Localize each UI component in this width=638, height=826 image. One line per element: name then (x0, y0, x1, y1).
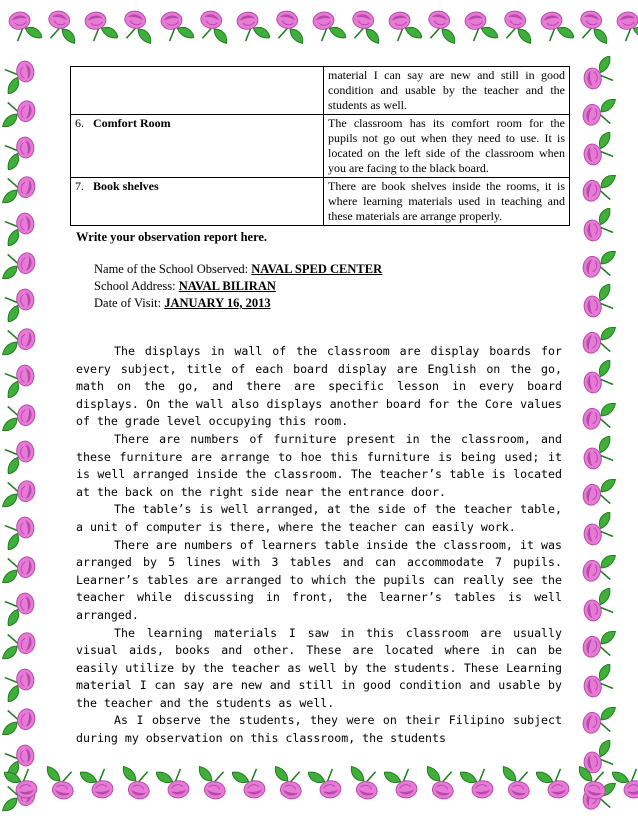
rose-icon (2, 702, 40, 740)
border-flower (2, 436, 60, 474)
border-flower (460, 6, 498, 58)
rose-icon (578, 132, 616, 170)
border-flower (2, 94, 60, 132)
table-row (71, 115, 570, 178)
border-flower (578, 132, 636, 170)
table-row (71, 178, 570, 226)
report-paragraph: The table’s is well arranged, at the side of the teacher table, a unit of computer is there, where the teacher can easily work. (76, 502, 562, 534)
school-name-label: Name of the School Observed: (94, 262, 252, 276)
border-flower (194, 6, 232, 58)
border-flower (2, 702, 60, 740)
border-flower (2, 284, 60, 322)
rose-icon (308, 766, 346, 804)
border-flower (270, 6, 308, 58)
rose-icon (2, 512, 40, 550)
rose-icon (578, 208, 616, 246)
border-flower (232, 766, 270, 818)
floral-border-top (0, 6, 638, 58)
rose-icon (422, 766, 460, 804)
rose-icon (270, 766, 308, 804)
rose-icon (384, 6, 422, 44)
rose-icon (2, 398, 40, 436)
rose-icon (422, 6, 460, 44)
rose-icon (536, 766, 574, 804)
border-flower (578, 588, 636, 626)
border-flower (498, 6, 536, 58)
school-address-line (94, 279, 276, 294)
border-flower (536, 766, 574, 818)
border-flower (460, 766, 498, 818)
observation-table-container (70, 66, 570, 226)
border-flower (270, 766, 308, 818)
border-flower (578, 664, 636, 702)
border-flower (578, 56, 636, 94)
border-flower (4, 766, 42, 818)
border-flower (308, 766, 346, 818)
visit-date-value: JANUARY 16, 2013 (164, 296, 271, 310)
rose-icon (80, 6, 118, 44)
table-cell-item (71, 67, 324, 115)
rose-icon (2, 588, 40, 626)
border-flower (384, 6, 422, 58)
border-flower (2, 360, 60, 398)
rose-icon (2, 436, 40, 474)
rose-icon (2, 170, 40, 208)
rose-icon (156, 6, 194, 44)
rose-icon (2, 284, 40, 322)
border-flower (574, 6, 612, 58)
border-flower (578, 170, 636, 208)
table-row (71, 67, 570, 115)
rose-icon (156, 766, 194, 804)
report-paragraph: As I observe the students, they were on their Filipino subject during my observation on this classroom, the students (76, 713, 562, 746)
rose-icon (578, 398, 616, 436)
rose-icon (4, 6, 42, 44)
border-flower (118, 766, 156, 818)
floral-border-left (2, 56, 60, 766)
rose-icon (574, 766, 612, 804)
rose-icon (2, 208, 40, 246)
table-cell-item (71, 115, 324, 178)
rose-icon (42, 766, 80, 804)
border-flower (2, 170, 60, 208)
rose-icon (2, 664, 40, 702)
rose-icon (578, 664, 616, 702)
border-flower (2, 512, 60, 550)
border-flower (578, 360, 636, 398)
rose-icon (2, 322, 40, 360)
border-flower (346, 766, 384, 818)
floral-border-bottom (0, 766, 638, 818)
rose-icon (232, 6, 270, 44)
border-flower (2, 588, 60, 626)
rose-icon (460, 766, 498, 804)
border-flower (2, 246, 60, 284)
border-flower (612, 6, 638, 58)
rose-icon (194, 6, 232, 44)
rose-icon (2, 246, 40, 284)
report-paragraph: The learning materials I saw in this classroom are usually visual aids, books and other. These are located where in can be easily utilize by the teacher as well by the students. These Learning material I can say are new and still in good condition and usable by the teacher and the students as well. (76, 625, 562, 710)
rose-icon (578, 322, 616, 360)
rose-icon (578, 550, 616, 588)
item-name: Book shelves (93, 179, 159, 193)
rose-icon (460, 6, 498, 44)
report-heading: Write your observation report here. (76, 230, 268, 244)
rose-icon (578, 56, 616, 94)
border-flower (80, 6, 118, 58)
rose-icon (2, 360, 40, 398)
border-flower (118, 6, 156, 58)
rose-icon (118, 766, 156, 804)
border-flower (384, 766, 422, 818)
rose-icon (578, 588, 616, 626)
rose-icon (346, 766, 384, 804)
border-flower (578, 512, 636, 550)
rose-icon (536, 6, 574, 44)
border-flower (578, 398, 636, 436)
border-flower (2, 56, 60, 94)
border-flower (4, 6, 42, 58)
rose-icon (2, 626, 40, 664)
rose-icon (578, 702, 616, 740)
table-cell-description: There are book shelves inside the rooms, it is where learning materials used in teaching and these materials are arrange properly. (324, 178, 570, 226)
school-address-value: NAVAL BILIRAN (178, 279, 276, 293)
rose-icon (578, 284, 616, 322)
table-cell-item (71, 178, 324, 226)
rose-icon (2, 550, 40, 588)
rose-icon (578, 436, 616, 474)
rose-icon (2, 132, 40, 170)
rose-icon (80, 766, 118, 804)
rose-icon (578, 170, 616, 208)
border-flower (578, 702, 636, 740)
border-flower (42, 6, 80, 58)
school-name-value: NAVAL SPED CENTER (251, 262, 383, 276)
rose-icon (574, 6, 612, 44)
rose-icon (578, 360, 616, 398)
item-number: 6. (75, 116, 84, 130)
rose-icon (4, 766, 42, 804)
border-flower (578, 246, 636, 284)
rose-icon (578, 626, 616, 664)
border-flower (578, 322, 636, 360)
border-flower (308, 6, 346, 58)
border-flower (2, 664, 60, 702)
table-cell-description: material I can say are new and still in good condition and usable by the teacher and the students as well. (324, 67, 570, 115)
border-flower (422, 6, 460, 58)
rose-icon (578, 512, 616, 550)
rose-icon (194, 766, 232, 804)
border-flower (578, 284, 636, 322)
border-flower (2, 208, 60, 246)
visit-date-line (94, 296, 271, 311)
border-flower (232, 6, 270, 58)
border-flower (2, 626, 60, 664)
border-flower (2, 474, 60, 512)
visit-date-label: Date of Visit: (94, 296, 165, 310)
border-flower (194, 766, 232, 818)
rose-icon (498, 766, 536, 804)
rose-icon (384, 766, 422, 804)
observation-table (70, 66, 570, 226)
border-flower (156, 766, 194, 818)
border-flower (578, 94, 636, 132)
rose-icon (612, 766, 638, 804)
border-flower (578, 474, 636, 512)
rose-icon (578, 94, 616, 132)
rose-icon (118, 6, 156, 44)
border-flower (2, 322, 60, 360)
rose-icon (2, 474, 40, 512)
border-flower (156, 6, 194, 58)
border-flower (42, 766, 80, 818)
border-flower (578, 550, 636, 588)
rose-icon (232, 766, 270, 804)
item-number: 7. (75, 179, 84, 193)
border-flower (498, 766, 536, 818)
rose-icon (578, 474, 616, 512)
border-flower (574, 766, 612, 818)
border-flower (346, 6, 384, 58)
report-paragraph: There are numbers of furniture present in the classroom, and these furniture are arrange to hoe this furniture is being used; it is well arranged inside the classroom. The teacher’s table is located at the back on the right side near the entrance door. (76, 431, 562, 499)
border-flower (80, 766, 118, 818)
border-flower (2, 132, 60, 170)
floral-border-right (578, 56, 636, 766)
border-flower (612, 766, 638, 818)
school-name-line (94, 262, 382, 277)
report-paragraph: The displays in wall of the classroom are display boards for every subject, title of each board display are English on the go, math on the go, and there are specific lesson in every board displays. On the wall also displays another board for the Core values of the grade level occupying this room. (76, 344, 562, 429)
rose-icon (578, 246, 616, 284)
rose-icon (42, 6, 80, 44)
school-address-label: School Address: (94, 279, 179, 293)
rose-icon (346, 6, 384, 44)
report-paragraph: There are numbers of learners table inside the classroom, it was arranged by 5 lines with 3 tables and can accommodate 7 pupils. Learner’s tables are arranged to which the pupils can really see the teacher while discussing in front, the learner’s tables is well arranged. (76, 537, 562, 622)
border-flower (2, 398, 60, 436)
rose-icon (270, 6, 308, 44)
border-flower (578, 626, 636, 664)
border-flower (578, 436, 636, 474)
border-flower (578, 208, 636, 246)
rose-icon (498, 6, 536, 44)
border-flower (536, 6, 574, 58)
rose-icon (308, 6, 346, 44)
rose-icon (612, 6, 638, 44)
border-flower (422, 766, 460, 818)
border-flower (2, 550, 60, 588)
rose-icon (2, 56, 40, 94)
observation-report-body (76, 343, 562, 748)
item-name: Comfort Room (93, 116, 171, 130)
table-cell-description: The classroom has its comfort room for the pupils not go out when they need to use. It is located on the left side of the classroom when you are facing to the black board. (324, 115, 570, 178)
rose-icon (2, 94, 40, 132)
